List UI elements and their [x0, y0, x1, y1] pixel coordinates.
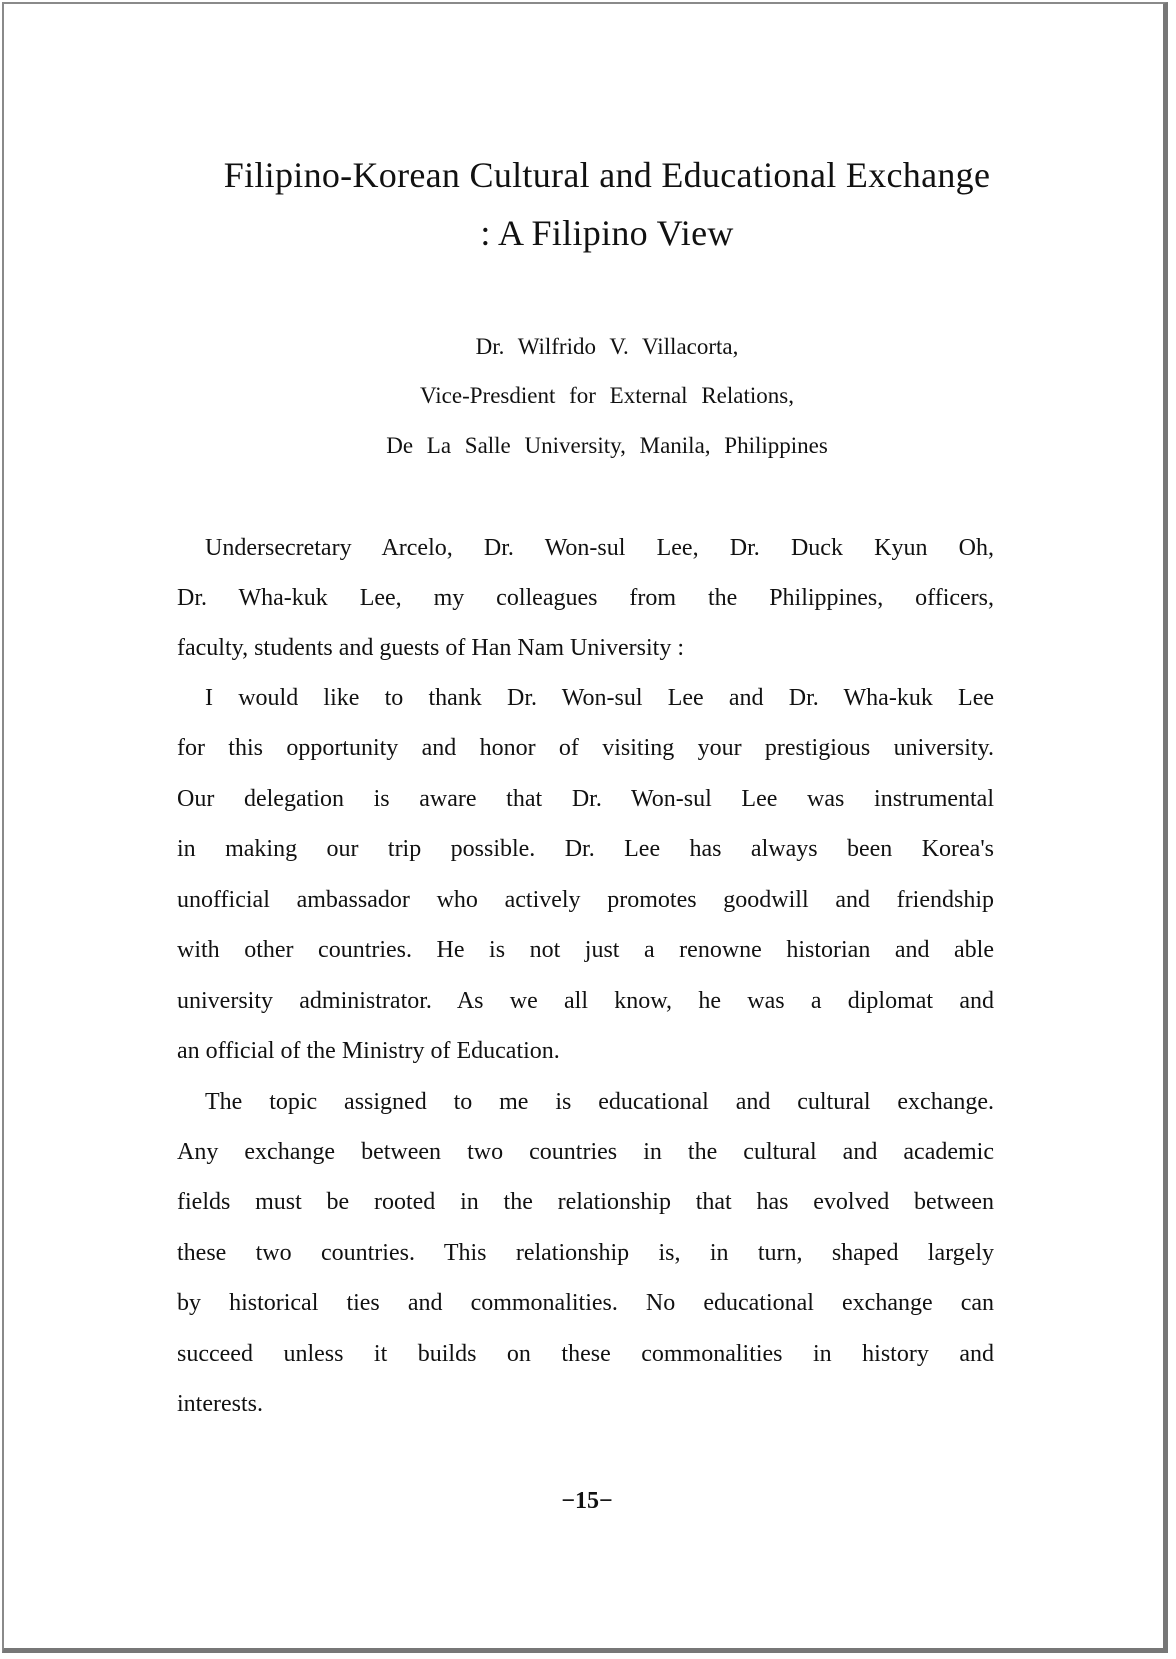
text-line: Undersecretary Arcelo, Dr. Won-sul Lee, Dr. Duck Kyun Oh, [205, 535, 994, 561]
text-line: for this opportunity and honor of visiting your prestigious university. [177, 735, 994, 761]
text-line: with other countries. He is not just a renowne historian and able [177, 937, 994, 963]
text-line: Dr. Wha-kuk Lee, my colleagues from the Philippines, officers, [177, 585, 994, 611]
text-line: I would like to thank Dr. Won-sul Lee and Dr. Wha-kuk Lee [205, 685, 994, 711]
text-line: fields must be rooted in the relationship that has evolved between [177, 1189, 994, 1215]
text-line: Our delegation is aware that Dr. Won-sul Lee was instrumental [177, 786, 994, 812]
author-position: Vice-Presdient for External Relations, [420, 383, 794, 408]
text-line: Any exchange between two countries in the cultural and academic [177, 1139, 994, 1165]
text-line: an official of the Ministry of Education. [177, 1038, 560, 1064]
text-line: The topic assigned to me is educational and cultural exchange. [205, 1089, 994, 1115]
author-name: Dr. Wilfrido V. Villacorta, [475, 334, 739, 359]
page-number: −15− [561, 1488, 613, 1514]
text-line: these two countries. This relationship is, in turn, shaped largely [177, 1240, 994, 1266]
document-subtitle: : A Filipino View [480, 213, 734, 253]
document-title: Filipino-Korean Cultural and Educational Exchange [223, 155, 991, 195]
text-line: in making our trip possible. Dr. Lee has always been Korea's [177, 836, 994, 862]
text-line: by historical ties and commonalities. No educational exchange can [177, 1290, 994, 1316]
author-affiliation: De La Salle University, Manila, Philippines [386, 433, 828, 458]
text-line: unofficial ambassador who actively promotes goodwill and friendship [177, 887, 994, 913]
text-line: succeed unless it builds on these commonalities in history and [177, 1341, 994, 1367]
text-line: faculty, students and guests of Han Nam University : [177, 635, 685, 661]
text-line: interests. [177, 1391, 263, 1417]
text-line: university administrator. As we all know, he was a diplomat and [177, 988, 994, 1014]
document-page [2, 2, 1168, 1653]
